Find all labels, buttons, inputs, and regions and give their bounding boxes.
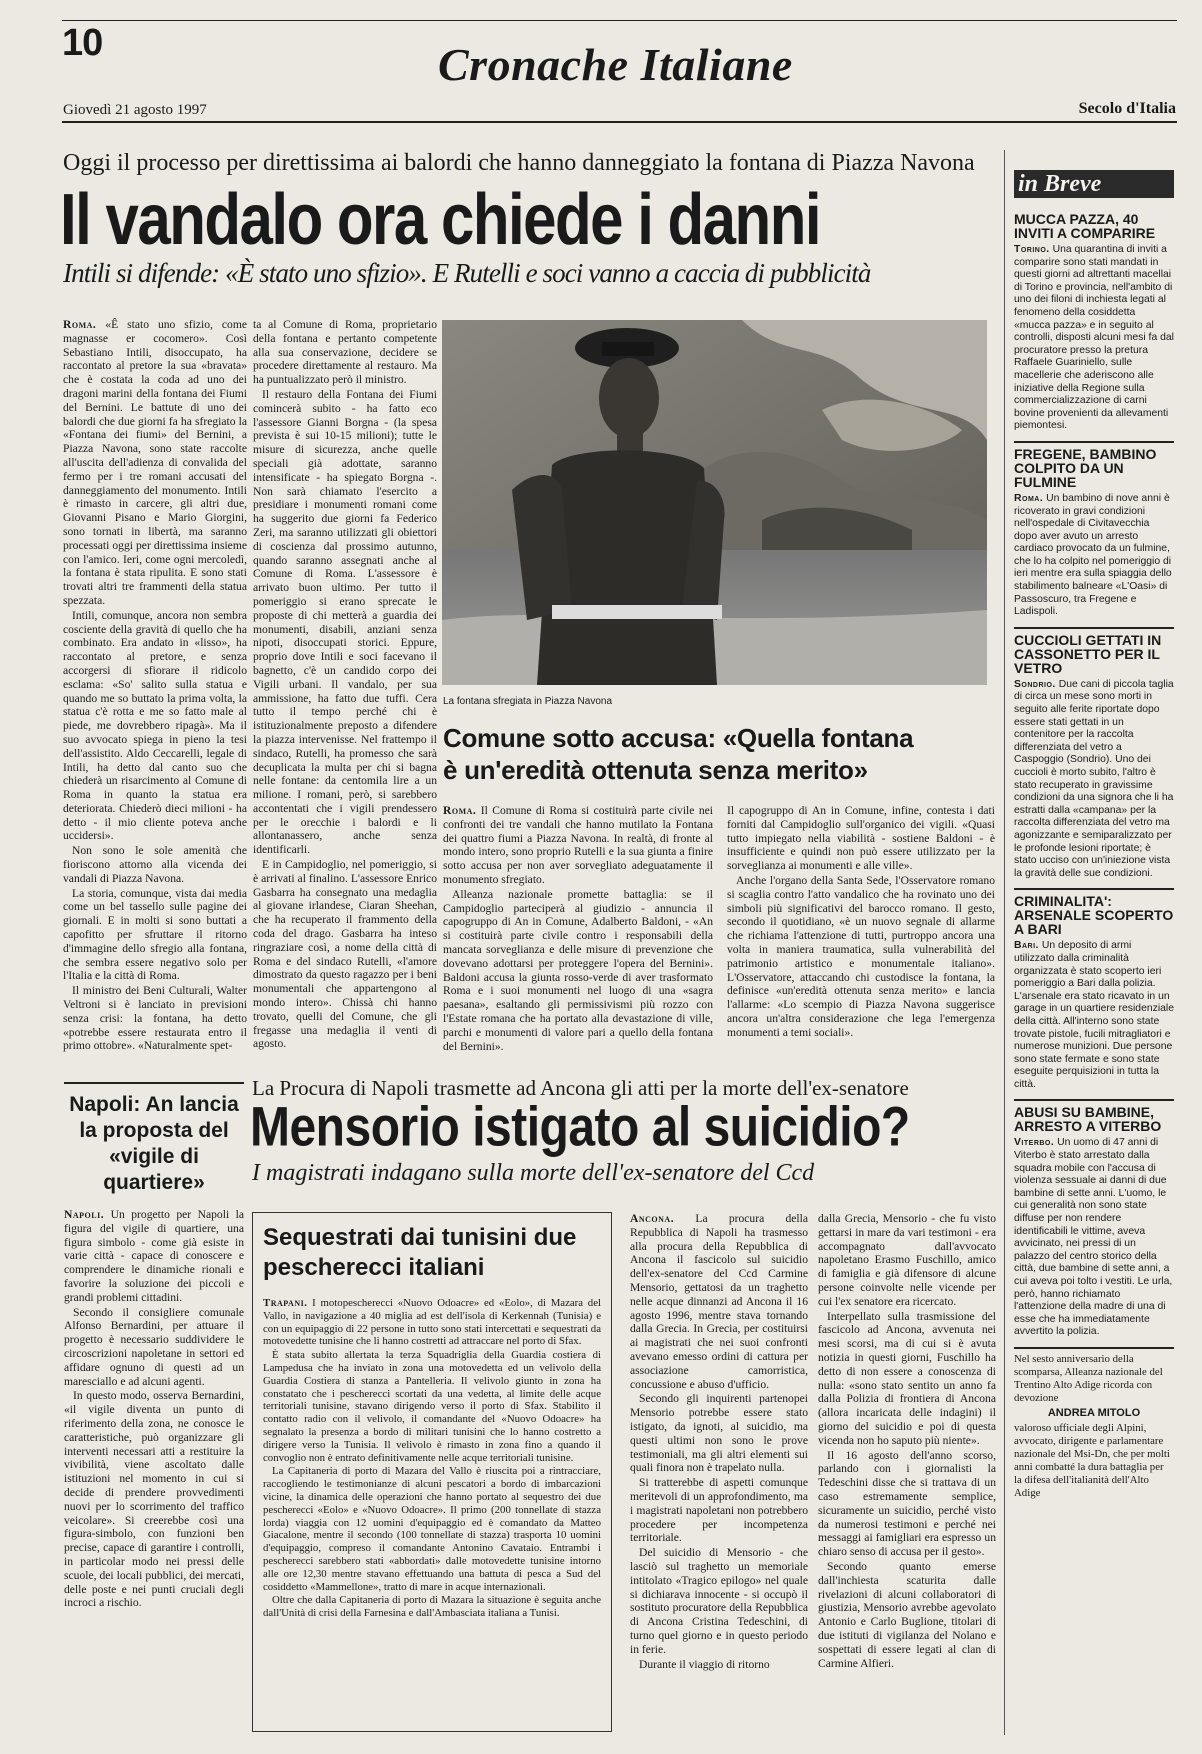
- main-col1-para3: Non sono le sole amenità che fioriscono attorno alla vicenda dei vandali di Piazza Navona.: [63, 844, 247, 885]
- mensorio-dateline: Ancona.: [630, 1212, 675, 1225]
- brief-headline: FREGENE, BAMBINO COLPITO DA UN FULMINE: [1014, 445, 1157, 490]
- sub-story-column-1: [443, 804, 713, 1052]
- sub-dateline: Roma.: [443, 804, 477, 817]
- mensorio-column-1: [630, 1212, 808, 1732]
- main-col2-para1: ta al Comune di Roma, proprietario della fontana e pertanto competente alla sua conservazione, decidere se procedere direttamente al restauro. Ma ha puntualizzato però il ministro.: [253, 318, 437, 387]
- brief-text: Un bambino di nove anni è ricoverato in gravi condizioni nell'ospedale di Civitavecchia dopo aver avuto un arresto cardiaco provocato da un fulmine, che lo ha colpito nel pomeriggio di ieri mentre era sulla spiaggia dello stabilimento balneare «L'Oasi» di Passoscuro, tra Fregene e Ladispoli.: [1014, 492, 1172, 618]
- mensorio-col1-para3: Si tratterebbe di aspetti comunque meritevoli di un approfondimento, ma i magistrati napoletani non potrebbero procedere per incompetenza territoriale.: [630, 1476, 808, 1545]
- main-subhead: Intili si difende: «È stato uno sfizio». E Rutelli e soci vanno a caccia di pubblicità: [63, 258, 871, 288]
- main-story-column-1: [63, 318, 247, 1053]
- brief-dateline: Roma.: [1014, 492, 1044, 504]
- brief-item: [1014, 208, 1174, 433]
- sub-story-column-2: [727, 804, 995, 1052]
- brief-dateline: Bari.: [1014, 940, 1039, 952]
- photo-illustration: [442, 320, 987, 685]
- napoli-text: [64, 1208, 244, 1728]
- mensorio-col2-para3: Il 16 agosto dell'anno scorso, parlando con i giornalisti la Tedeschini disse che si trattava di un caso estremamente semplice, sicuramente un suicidio, perché visto da numerosi testimoni e perché nei messaggi ai famigliari era espresso un chiaro senso di accusa per il gesto».: [818, 1448, 996, 1559]
- anniversary-name: ANDREA MITOLO: [1047, 1406, 1141, 1419]
- napoli-dateline: Napoli.: [64, 1208, 105, 1221]
- main-col1-text: «Ê stato uno sfizio, come magnasse er cocomero». Così Sebastiano Intili, disoccupato, ha raccontato al pretore la sua «bravata» che è costata la coda ad uno dei dragoni marini della fontana dei Fiumi del Bernini. Le battute di uno dei balordi che due giorni fa ha sfregiato la «Fontana dei fiumi» del Bernini, a Piazza Navona, sono state raccolte all'uscita dell'adienza di convalida del fermo per i tre romani accusati del danneggiamento del monumento. Intili è rimasto in carcere, gli altri due, Giovanni Pisano e Mario Giorgini, sono tornati in libertà, ma saranno processati oggi per direttissima insieme con l'amico. Ieri, come ogni mercoledì, la fontana è stata ripulita. E sono stati trovati altri tre frammenti della statua spezzata.: [63, 318, 247, 607]
- anniversary-text: Nel sesto anniversario della scomparsa, Alleanza nazionale del Trentino Alto Adige ricorda con devozione: [1014, 1352, 1163, 1404]
- napoli-text-2: Secondo il consigliere comunale Alfonso Bernardini, per attuare il progetto è necessario suddividere le circoscrizioni napoletane in settori ed affidare ognuno di questi ad un maresciallo e ad alcuni agenti.: [64, 1305, 244, 1388]
- brief-text: Una quarantina di inviti a comparire sono stati mandati in questi giorni ad altrettanti macellai di Torino e provincia, nell'ambito di uno dei filoni di inchiesta legati al fenomeno della cosiddetta «mucca pazza» e in seguito al controlli, disposti alcuni mesi fa dal procuratore presso la pretura Raffaele Guariniello, sulle macellerie che aderiscono alle iniziative della Regione sulla commercializzazione di carni bovine provenienti da allevamenti piemontesi.: [1014, 244, 1174, 432]
- mensorio-subhead: I magistrati indagano sulla morte dell'ex-senatore del Ccd: [252, 1160, 815, 1186]
- sub-headline-line-1: Comune sotto accusa: «Quella fontana: [443, 723, 914, 753]
- brief-dateline: Viterbo.: [1014, 1137, 1055, 1149]
- brief-headline: CRIMINALITA': ARSENALE SCOPERTO A BARI: [1014, 893, 1174, 938]
- main-headline: Il vandalo ora chiede i danni: [60, 179, 821, 260]
- brief-dateline: Sondrio.: [1014, 678, 1056, 690]
- brief-text: Due cani di piccola taglia di circa un mese sono morti in seguito alle ferite riportate dopo essere stati gettati in un contenitore per la raccolta differenziata del vetro a Caspoggio (Sondrio). Uno dei cuccioli è morto subito, l'altro è stato recuperato in gravissime condizioni da una signora che li ha estratti dalla «campana» per la raccolta differenziata del vetro ma agonizzante e semiparalizzato per le profonde lesioni riportate; è stato ucciso con un'iniezione vista la gravità delle sue condizioni.: [1014, 678, 1174, 879]
- mensorio-col2-para4: Secondo quanto emerse dall'inchiesta scaturita dalle rivelazioni di alcuni collaboratori di giustizia, Mensorio avrebbe agevolato Antonio e Carlo Buglione, titolari di due istituti di vigilanza del Nolano e sospettati di essere legati al clan di Carmine Alfieri.: [818, 1559, 996, 1670]
- tunisini-text-1: I motopescherecci «Nuovo Odoacre» ed «Eolo», di Mazara del Vallo, in navigazione a 40 miglia ad est dell'isola di Kerkennah (Tunisia) e con un equipaggio di 22 persone in tutto sono stati intercettati e sequestrati da motovedette tunisine che li hanno costretti ad attraccare nel porto di Sfax.: [263, 1297, 601, 1348]
- main-dateline: Roma.: [63, 318, 97, 331]
- masthead-rule-top: [62, 20, 1177, 21]
- page-number: 10: [62, 22, 103, 64]
- sub-story-headline: [443, 722, 993, 786]
- brief-item: [1014, 441, 1174, 619]
- brief-headline: CUCCIOLI GETTATI IN CASSONETTO PER IL VETRO: [1014, 631, 1162, 676]
- sub-col2-para2: Anche l'organo della Santa Sede, l'Osservatore romano si scaglia contro l'atto vandalico che ha rovinato uno dei simboli più significativi del barocco romano. Il gesto, secondo il quotidiano, «è un nuovo segnale di allarme che richiama l'attenzione di tutti, purtroppo ancora una volta in maniera traumatica, sulla vulnerabilità del patrimonio artistico e monumentale italiano». L'Osservatore, attaccando chi custodisce la fontana, la definisce «un'eredità ottenuta senza merito» e lancia l'allarme: «Lo scempio di Piazza Navona suggerisce ancora un'altra considerazione che lega l'emergenza monumenti a temi sociali».: [727, 873, 995, 1039]
- brief-headline: ABUSI SU BAMBINE, ARRESTO A VITERBO: [1014, 1104, 1162, 1135]
- newspaper-name: Secolo d'Italia: [1078, 100, 1176, 117]
- tunisini-text-2: È stata subito allertata la terza Squadriglia della Guardia costiera di Lampedusa che ha inviato in zona una motovedetta ed un velivolo della Guardia Costiera di stanza a Pantelleria. Il velivolo giunto in zona ha constatato che i pescherecci scortati da una vedetta, al limite delle acque territoriali tunisine, stavano dirigendo verso il porto di Sfax. Stabilito il contatto radio con il velivolo, il comandante del «Nuovo Odoacre» ha segnalato la presenza a bordo di militari tunisini che lo hanno costretto a dirigere verso la Tunisia. Il velivolo è rimasto in zona fino a quando il convoglio non è entrato definitivamente nelle acque territoriali tunisine.: [263, 1349, 601, 1464]
- mensorio-col1-para5: Durante il viaggio di ritorno: [639, 1657, 770, 1671]
- mensorio-kicker: La Procura di Napoli trasmette ad Ancona gli atti per la morte dell'ex-senatore: [252, 1076, 909, 1100]
- main-col1-para5: Il ministro dei Beni Culturali, Walter Veltroni si è lanciato in previsioni senza crisi: la fontana, ha detto «potrebbe essere restaurata entro il primo ottobre». «Naturalmente spet-: [63, 984, 247, 1053]
- napoli-box: [64, 1082, 244, 1737]
- photo-caption: La fontana sfregiata in Piazza Navona: [443, 696, 612, 707]
- sidebar-divider: [1004, 150, 1005, 1735]
- brief-dateline: Torino.: [1014, 244, 1050, 255]
- main-kicker: Oggi il processo per direttissima ai balordi che hanno danneggiato la fontana di Piazza Navona: [63, 150, 975, 176]
- mensorio-column-2: [818, 1212, 996, 1732]
- masthead-rule: [62, 121, 1177, 123]
- napoli-headline: Napoli: An lancia la proposta del «vigile di quartiere»: [69, 1093, 239, 1194]
- tunisini-dateline: Trapani.: [263, 1297, 308, 1309]
- sub-col2-para1: Il capogruppo di An in Comune, infine, contesta i dati forniti dal Campidoglio sull'organico dei vigili. «Quasi tutto impiegato nella viabilità - sostiene Baldoni - è insufficiente e quindi non può essere utilizzato per la sorveglianza ai monumenti e alle ville».: [727, 804, 995, 873]
- fontana-photo: [442, 320, 987, 685]
- main-col1-para4: La storia, comunque, vista dai media come un bel tassello sulle pagine dei giornali. E in molti si sono buttati a capofitto per sfruttare il ritorno d'immagine dello sfregio alla fontana, che sembra essere negativo solo per l'Italia e la città di Roma.: [63, 886, 247, 983]
- napoli-text-3: In questo modo, osserva Bernardini, «il vigile diventa un punto di riferimento della zona, ne conosce le caratteristiche, può organizzare gli interventi necessari atti a restituire la vivibilità, viene ascoltato dalle istituzioni nel momento in cui si decide di prendere provvedimenti nuovi per lo scorrimento del traffico veicolare». Si creerebbe così una figura-simbolo, con funzioni ben precise, capace di garantire i controlli, in particolar modo nei pressi delle scuole, dei locali pubblici, dei mercati, delle poste e nei punti cruciali degli incroci a rischio.: [64, 1389, 244, 1610]
- sub-headline-line-2: è un'eredità ottenuta senza merito»: [443, 755, 868, 785]
- brief-item: [1014, 627, 1174, 881]
- anniversary-text-2: valoroso ufficiale degli Alpini, avvocato, dirigente e parlamentare nazionale del Msi-Dn, che per molti anni combatté la dura battaglia per la difesa dell'italianità dell'Alto Adige: [1014, 1421, 1170, 1499]
- mensorio-col1-text: La procura della Repubblica di Napoli ha trasmesso alla procura della Repubblica di Ancona il fascicolo sul suicidio dell'ex-senatore del Ccd Carmine Mensorio, gettatosi da un traghetto nelle acque dinnanzi ad Ancona il 16 agosto 1996, mentre stava tornando dalla Grecia. In Grecia, per costituirsi ai magistrati che nei suoi confronti avevano emesso ordini di cattura per associazione camorristica, concussione e abuso d'ufficio.: [630, 1212, 808, 1391]
- anniversary-box: [1014, 1347, 1174, 1500]
- brief-text: Un uomo di 47 anni di Viterbo è stato arrestato dalla squadra mobile con l'accusa di violenza sessuale ai danni di due bambine di sette anni. L'uomo, le cui generalità non sono state diffuse per non rendere identificabili le vittime, aveva avvicinato, nei pressi di un palazzo del centro storico della città, due bambine di sette anni, a cui aveva poi tolto i vestiti. Le urla, però, hanno richiamato l'attenzione della madre di una di esse che ha immediatamente avvertito la polizia.: [1014, 1137, 1173, 1338]
- tunisini-text: [263, 1297, 601, 1727]
- brief-text: Un deposito di armi utilizzato dalla criminalità organizzata è stato scoperto ieri pomeriggio a Bari dalla polizia. L'arsenale era stato ricavato in un garage in un quartiere residenziale della città. All'interno sono state trovate pistole, fucili mitragliatori e numerose munizioni. Due persone sono state fermate e sono state eseguite perquisizioni in tutta la città.: [1014, 940, 1175, 1090]
- tunisini-headline: Sequestrati dai tunisini due pescherecci italiani: [263, 1224, 577, 1281]
- main-col2-para3: E in Campidoglio, nel pomeriggio, si è arrivati al finalino. L'assessore Enrico Gasbarra ha consegnato una medaglia al giovane irlandese, Ciaran Sheehan, che ha recuperato il frammento della coda del drago. Gasbarra ha inteso ringraziare così, a nome della città di Roma e del sindaco Rutelli, «l'amore dimostrato da questo ragazzo per i beni monumentali che appartengono al mondo intero». Chissà chi hanno trovato, quelli del Comune, che gli fregasse una medaglia il venti di agosto.: [253, 858, 437, 1051]
- sidebar: [1014, 170, 1174, 1735]
- tunisini-text-3: La Capitaneria di porto di Mazara del Vallo è riuscita poi a rintracciare, raccogliendo le testimonianze di alcuni pescatori a bordo di imbarcazioni vicine, la dinamica delle operazioni che hanno portato al sequestro dei due pescherecci «Eolo» e «Nuovo Odoacre». Il primo (200 tonnellate di stazza lorda) viaggia con 12 uomini d'equipaggio ed è comandato da Matteo Giacalone, mentre il secondo (100 tonnellate di stazza) trasporta 10 uomini d'equipaggio, compreso il comandante Antonino Cavataio. Entrambi i pescherecci sarebbero stati «abbordati» dalle motovedette tunisine intorno alle ore 12,30 mentre stavano effettuando una battuta di pesca a Sud del cosiddetto «Mammellone», tratto di mare in acque internazionali.: [263, 1465, 601, 1593]
- mensorio-col2-para1: dalla Grecia, Mensorio - che fu visto gettarsi in mare da vari testimoni - era accompagnato dall'avvocato napoletano Erasmo Fuschillo, amico di famiglia e già difensore di alcune persone coinvolte nelle vicende per cui l'ex senatore era ricercato.: [818, 1212, 996, 1308]
- main-story-column-2: [253, 318, 437, 1051]
- sidebar-title: in Breve: [1018, 171, 1102, 197]
- mensorio-col1-para2: Secondo gli inquirenti partenopei Mensorio potrebbe essere stato istigato, da ignoti, al suicidio, ma questi ultimi non sono le prove testimoniali, ma gli altri elementi sui quali finora non è trapelato nulla.: [630, 1392, 808, 1475]
- brief-item: [1014, 1099, 1174, 1339]
- napoli-text-1: Un progetto per Napoli la figura del vigile di quartiere, una figura simbolo - come già esiste in varie città - capace di conoscere e comprendere le dinamiche rionali e favorire la soluzione dei piccoli e grandi problemi cittadini.: [64, 1208, 245, 1304]
- tunisini-text-4: Oltre che dalla Capitaneria di porto di Mazara la situazione è seguita anche dall'Unità di crisi della Farnesina e dall'Ambasciata italiana a Tunisi.: [263, 1594, 601, 1620]
- sidebar-briefs: [1014, 208, 1174, 1339]
- mensorio-headline: Mensorio istigato al suicidio?: [250, 1097, 910, 1159]
- brief-headline: MUCCA PAZZA, 40 INVITI A COMPARIRE: [1014, 211, 1156, 241]
- tunisini-box: [252, 1212, 612, 1732]
- section-title: Cronache Italiane: [438, 39, 793, 90]
- sub-col1-text: Il Comune di Roma si costituirà parte civile nei confronti dei tre vandali che hanno mutilato la Fontana dei quattro fiumi a Piazza Navona. In realtà, di fronte al mondo intero, sono proprio Rutelli e la sua giunta a finire sotto accusa per non aver sorvegliato adeguatamente il monumento sfregiato.: [443, 804, 713, 886]
- mensorio-col1-para4: Del suicidio di Mensorio - che lasciò sul traghetto un memoriale intitolato «Tragico epilogo» nel quale si dichiarava innocente - si occupò il sostituto procuratore della Repubblica di Ancona Cristina Tedeschini, di turno quel giorno e in questo periodo in ferie.: [630, 1546, 808, 1656]
- sidebar-title-bar: [1014, 170, 1174, 198]
- mensorio-col2-para2: Interpellato sulla trasmissione del fascicolo ad Ancona, avvenuta nei mesi scorsi, ma di cui si è avuta notizia in questi giorni, Fuschillo ha detto di non essere a conoscenza di nulla: «sono stato sentito un anno fa dalla Polizia di frontiera di Ancona (allora incaricata delle indagini) il giorno del suicidio e poi di questa vicenda non ho saputo più niente».: [818, 1309, 996, 1447]
- main-col1-para2: Intili, comunque, ancora non sembra cosciente della gravità di quello che ha combinato. Era andato in «lisso», ha raccontato al pretore, e senza accorgersi di sfiorare il ridicolo esclama: «So' salito sulla statua e quando me so buttato la prima volta, la statua c'è rotta e me so fatto male al piede, me dovrebbero ripagà». Ma il suo avvocato spiega in pieno la tesi dell'assistito. Aldo Ceccarelli, legale di Intili, ha detto dal canto suo che chiederà un risarcimento al Comune di Roma in quanto la statua era deteriorata. Chiederò dieci milioni - ha detto - il mio cliente poteva anche uccidersi».: [63, 608, 247, 843]
- main-col2-para2: Il restauro della Fontana dei Fiumi comincerà subito - ha fatto eco l'assessore Gianni Borgna - (la spesa prevista è sui 10-15 milioni); tutte le misure di sicurezza, anche quelle speciali già adottate, saranno intensificate - ha spiegato Borgna -. Non sarà chiamato l'esercito a presidiare i monumenti romani come ha suggerito due giorni fa Federico Zeri, ma saranno utilizzati gli obiettori di coscienza dal prossimo autunno, quando saranno assegnati anche al Comune di Roma. L'assessore è arrivato buon ultimo. Per tutto il pomeriggio si erano sprecate le proposte di chi metterà a guardia dei monumenti, disabili, anziani senza nipoti, disoccupati storici. Eppure, proprio dove Intili e soci facevano il bagnetto, c'è un candido corpo dei Vigili urbani. Il vandalo, per sua ammissione, ha fatto due tuffi. Cera tutto il tempo perché chi è istituzionalmente preposto a difendere la piazza intervenisse. Nel frattempo il sindaco, Rutelli, ha promesso che sarà decuplicata la multa per chi si bagna nelle fontane: da centomila lire a un milione. I romani, però, si sarebbero accontentati che i vigili prendessero per le orecchie i balordi e li allontanassero, anche senza identificarli.: [253, 387, 437, 857]
- sub-col1-para2: Alleanza nazionale promette battaglia: se il Campidoglio parteciperà al giudizio - annuncia il capogruppo di An in Comune, Adalberto Baldoni, - «An si costituirà parte civile contro i responsabili della mancata sorveglianza e delle misure di prevenzione che dovevano adottarsi per proteggere l'opera del Bernini». Baldoni accusa la giunta rosso-verde di aver trasformato Roma e i suoi monumenti nel luogo di una «sagra paesana», esaltando gli permissivismi più rozzo con l'Estate romana che ha portato alla devastazione di ville, parchi e monumenti di valore pari a quello della fontana del Bernini».: [443, 887, 713, 1053]
- issue-date: Giovedì 21 agosto 1997: [63, 102, 207, 118]
- brief-item: [1014, 888, 1174, 1091]
